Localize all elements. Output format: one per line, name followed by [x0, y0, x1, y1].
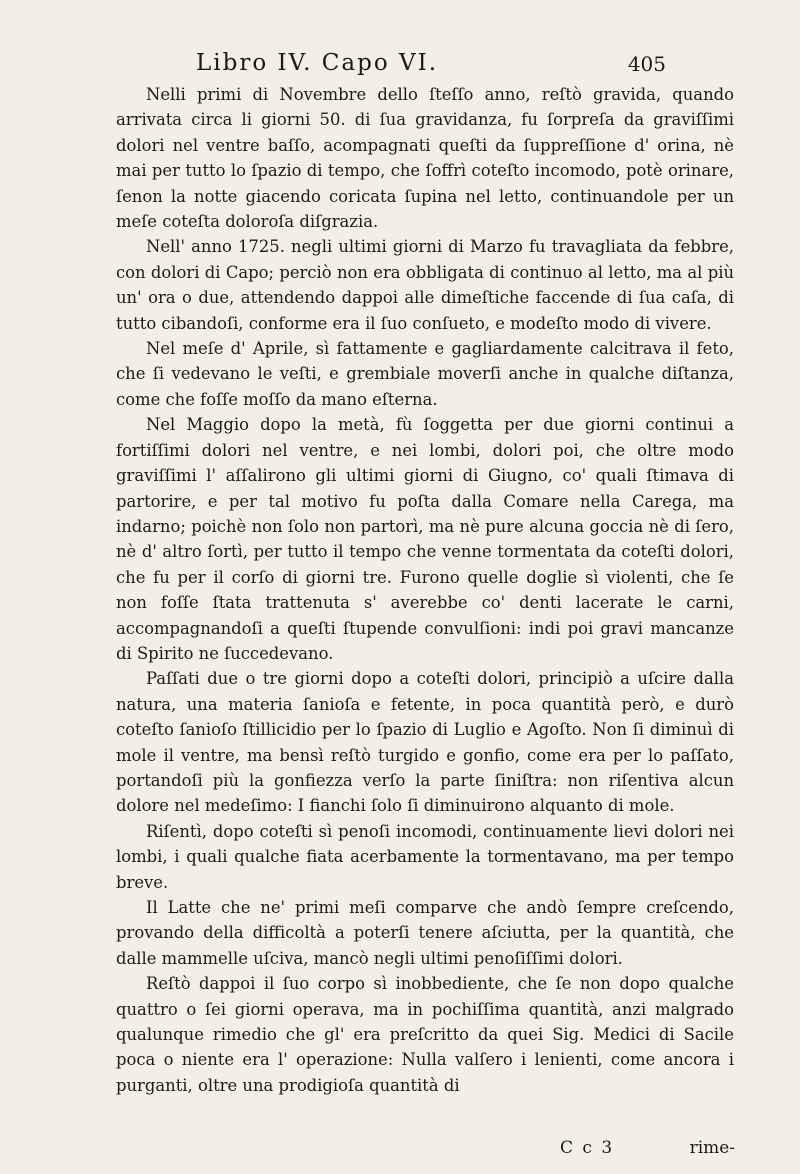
paragraph: Nel meſe d' Aprile, sì fattamente e gagliardamente calcitrava il feto, che ſi vedevano le veſti, e grembiale moverſi anche in qualche diſtanza, come che foſſe moſſo da mano eſterna. — [116, 339, 734, 409]
paragraph: Nel Maggio dopo la metà, fù ſoggetta per due giorni continui a fortiſſimi dolori nel ventre, e nei lombi, dolori poi, che oltre modo graviſſimi l' aſſalirono gli ultimi giorni di Giugno, co' quali ſtimava di partorire, e per tal motivo fu poſta dalla Comare nella Carega, ma indarno; poichè non ſolo non partorì, ma nè pure alcuna goccia nè di ſero, nè d' altro ſortì, per tutto il tempo che venne tormentata da coteſti dolori, che fu per il corſo di giorni tre. Furono quelle doglie sì violenti, che ſe non foſſe ſtata trattenuta s' averebbe co' denti lacerate le carni, accompagnandoſi a queſti ſtupende convulſioni: indi poi gravi mancanze di Spirito ne ſuccedevano. — [116, 415, 734, 663]
page-number: 405 — [627, 52, 666, 76]
page-body — [116, 82, 734, 1098]
running-head: Libro IV. Capo VI. — [196, 50, 439, 76]
paragraph: Riſentì, dopo coteſti sì penoſi incomodi, continuamente lievi dolori nei lombi, i quali qualche fiata acerbamente la tormentavano, ma per tempo breve. — [116, 821, 734, 892]
page-footer — [560, 1138, 735, 1158]
paragraph: Il Latte che ne' primi meſi comparve che andò ſempre creſcendo, provando della difficoltà a poterſi tenere aſciutta, per la quantità, che dalle mammelle uſciva, mancò negli ultimi penoſiſſimi dolori. — [116, 898, 734, 968]
catchword: rime- — [689, 1138, 736, 1158]
paragraph: Nell' anno 1725. negli ultimi giorni di Marzo fu travagliata da febbre, con dolori di Capo; perciò non era obbligata di continuo al letto, ma al più un' ora o due, attendendo dappoi alle dimeſtiche faccende di ſua caſa, di tutto cibandoſi, conforme era il ſuo conſueto, e modeſto modo di vivere. — [116, 237, 734, 333]
paragraph: Nelli primi di Novembre dello ſteſſo anno, reſtò gravida, quando arrivata circa li giorni 50. di ſua gravidanza, fu ſorpreſa da graviſſimi dolori nel ventre baſſo, acompagnati queſti da ſuppreſſione d' orina, nè mai per tutto lo ſpazio di tempo, che ſoffrì coteſto incomodo, potè orinare, ſenon la notte giacendo coricata ſupina nel letto, continuandole per un meſe coteſta doloroſa diſgrazia. — [116, 85, 734, 232]
paragraph: Paſſati due o tre giorni dopo a coteſti dolori, principiò a uſcire dalla natura, una materia ſanioſa e fetente, in poca quantità però, e durò coteſto ſanioſo ſtillicidio per lo ſpazio di Luglio e Agoſto. Non ſi diminuì di mole il ventre, ma bensì reſtò turgido e gonfio, come era per lo paſſato, portandoſi più la gonfiezza verſo la parte ſiniſtra: non riſentiva alcun dolore nel medeſimo: I fianchi ſolo ſi diminuirono alquanto di mole. — [116, 669, 734, 816]
paragraph: Reſtò dappoi il ſuo corpo sì inobbediente, che ſe non dopo qualche quattro o ſei giorni operava, ma in pochiſſima quantità, anzi malgrado qualunque rimedio che gl' era preſcritto da quei Sig. Medici di Sacile poca o niente era l' operazione: Nulla valſero i lenienti, come ancora i purganti, oltre una prodigioſa quantità di — [116, 974, 734, 1095]
signature-mark: C c 3 — [560, 1138, 615, 1158]
